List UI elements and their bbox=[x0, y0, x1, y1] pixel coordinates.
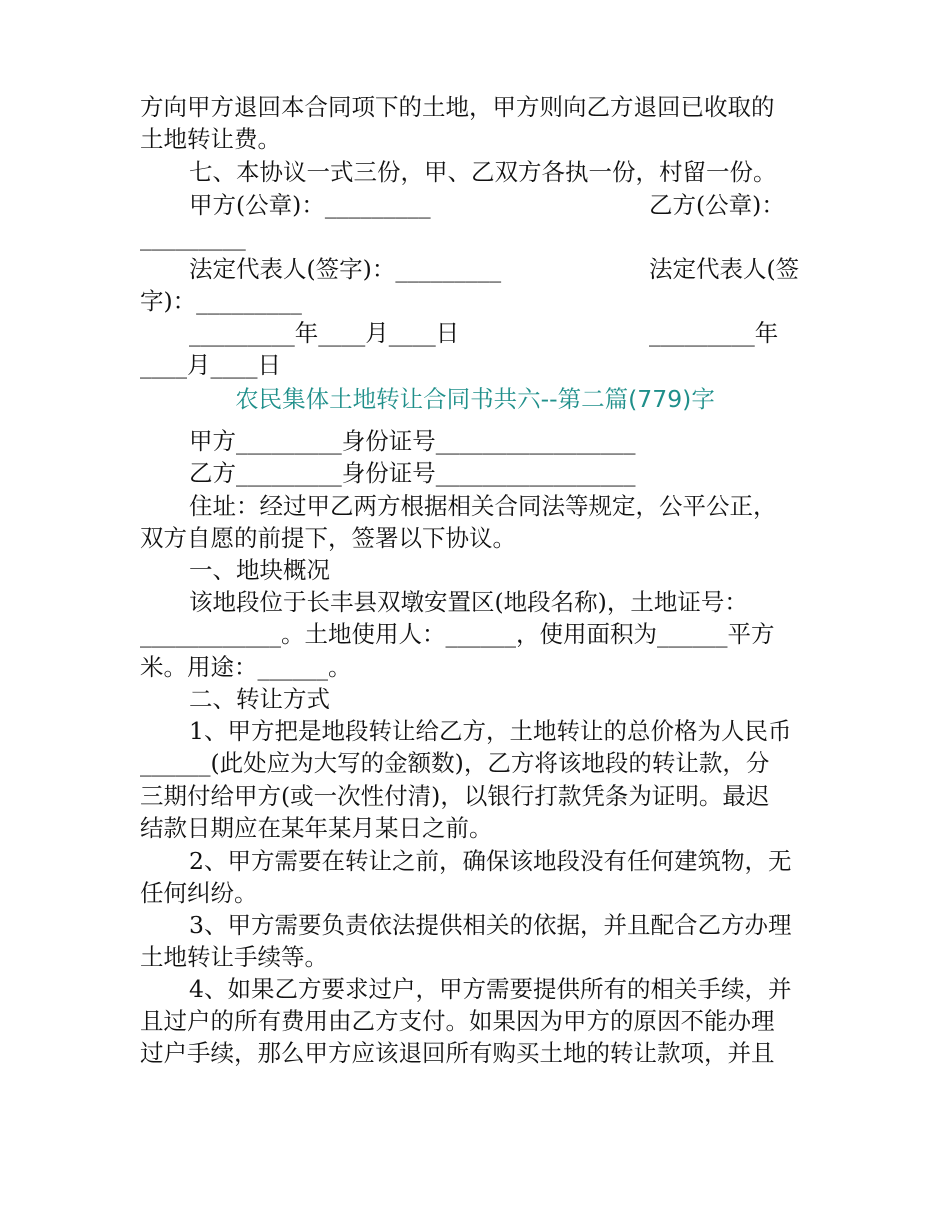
paragraph-line: 三期付给甲方(或一次性付清)，以银行打款凭条为证明。最迟 bbox=[140, 782, 770, 810]
party-b-representative-field: 法定代表人(签 bbox=[649, 255, 800, 283]
paragraph-line: ______(此处应为大写的金额数)，乙方将该地段的转让款，分 bbox=[140, 749, 770, 777]
paragraph-line: 该地段位于长丰县双墩安置区(地段名称)，土地证号： bbox=[189, 588, 748, 616]
party-a-date-field: _________年____月____日 bbox=[189, 319, 460, 347]
paragraph-line: 2、甲方需要在转让之前，确保该地段没有任何建筑物，无 bbox=[189, 847, 792, 875]
party-a-representative-field: 法定代表人(签字)：_________ bbox=[189, 255, 502, 283]
paragraph-line: 4、如果乙方要求过户，甲方需要提供所有的相关手续，并 bbox=[189, 975, 792, 1003]
paragraph-line: 1、甲方把是地段转让给乙方，土地转让的总价格为人民币 bbox=[189, 717, 792, 745]
paragraph-line: ____________。土地使用人：______，使用面积为______平方 bbox=[140, 620, 775, 648]
paragraph-line: 3、甲方需要负责依法提供相关的依据，并且配合乙方办理 bbox=[189, 911, 792, 939]
paragraph-line: 住址：经过甲乙两方根据相关合同法等规定，公平公正， bbox=[189, 492, 777, 520]
party-b-date-blank: ____月____日 bbox=[140, 351, 281, 379]
party-b-date-field: _________年 bbox=[649, 319, 779, 347]
paragraph-line: 土地转让费。 bbox=[140, 125, 281, 153]
section-title-land-overview: 一、地块概况 bbox=[189, 556, 330, 584]
section-title-transfer-method: 二、转让方式 bbox=[189, 685, 330, 713]
paragraph-line: 任何纠纷。 bbox=[140, 879, 258, 907]
party-a-id-field: 甲方_________身份证号_________________ bbox=[189, 427, 636, 455]
party-b-id-field: 乙方_________身份证号_________________ bbox=[189, 459, 636, 487]
paragraph-line: 过户手续，那么甲方应该退回所有购买土地的转让款项，并且 bbox=[140, 1039, 775, 1067]
party-b-representative-blank: 字)：_________ bbox=[140, 287, 302, 315]
paragraph-line: 方向甲方退回本合同项下的土地，甲方则向乙方退回已收取的 bbox=[140, 93, 775, 121]
paragraph-line: 土地转让手续等。 bbox=[140, 943, 328, 971]
paragraph-line: 且过户的所有费用由乙方支付。如果因为甲方的原因不能办理 bbox=[140, 1007, 775, 1035]
section-heading: 农民集体土地转让合同书共六--第二篇(779)字 bbox=[235, 385, 715, 413]
paragraph-line: 米。用途：______。 bbox=[140, 653, 352, 681]
party-b-seal-field: 乙方(公章)： bbox=[649, 191, 785, 219]
party-b-seal-blank: _________ bbox=[140, 223, 246, 251]
party-a-seal-field: 甲方(公章)：_________ bbox=[189, 191, 431, 219]
clause-seven: 七、本协议一式三份，甲、乙双方各执一份，村留一份。 bbox=[189, 158, 777, 186]
paragraph-line: 双方自愿的前提下，签署以下协议。 bbox=[140, 524, 516, 552]
paragraph-line: 结款日期应在某年某月某日之前。 bbox=[140, 814, 493, 842]
